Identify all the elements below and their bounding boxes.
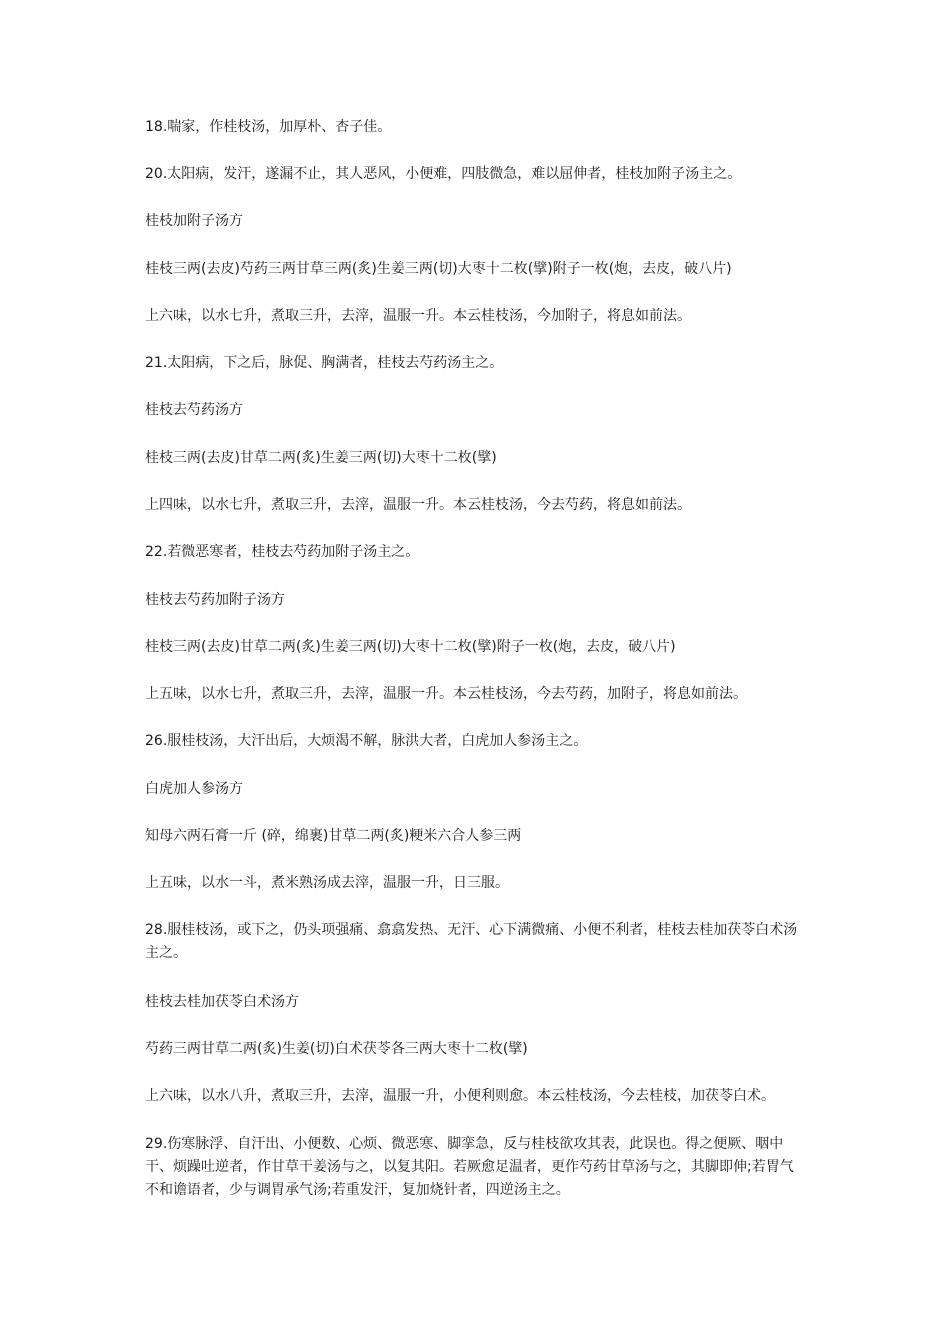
paragraph-22: 22.若微恶寒者，桂枝去芍药加附子汤主之。 <box>145 544 420 560</box>
recipe-title-guizhi-qu-shaoyao: 桂枝去芍药汤方 <box>145 402 243 418</box>
recipe-title-baihu-jia-renshen: 白虎加人参汤方 <box>145 781 243 797</box>
recipe-ingredients-baihu-jia-renshen: 知母六两石膏一斤 (碎，绵裹)甘草二两(炙)粳米六合人参三两 <box>145 828 522 844</box>
recipe-ingredients-guizhi-jia-fuzi: 桂枝三两(去皮)芍药三两甘草三两(炙)生姜三两(切)大枣十二枚(擘)附子一枚(炮，去皮，破八片) <box>145 261 732 277</box>
recipe-method-guizhi-qu-shaoyao: 上四味，以水七升，煮取三升，去滓，温服一升。本云桂枝汤，今去芍药，将息如前法。 <box>145 497 691 513</box>
recipe-title-guizhi-jia-fuzi: 桂枝加附子汤方 <box>145 213 243 229</box>
recipe-ingredients-guizhi-qu-shaoyao-jia-fuzi: 桂枝三两(去皮)甘草二两(炙)生姜三两(切)大枣十二枚(擘)附子一枚(炮，去皮，破八片) <box>145 639 676 655</box>
recipe-method-guizhi-qu-shaoyao-jia-fuzi: 上五味，以水七升，煮取三升，去滓，温服一升。本云桂枝汤，今去芍药，加附子，将息如前法。 <box>145 686 747 702</box>
paragraph-21: 21.太阳病，下之后，脉促、胸满者，桂枝去芍药汤主之。 <box>145 355 504 371</box>
paragraph-26: 26.服桂枝汤，大汗出后，大烦渴不解，脉洪大者，白虎加人参汤主之。 <box>145 733 588 749</box>
recipe-method-guizhi-jia-fuzi: 上六味，以水七升，煮取三升，去滓，温服一升。本云桂枝汤，今加附子，将息如前法。 <box>145 308 691 324</box>
paragraph-20: 20.太阳病，发汗，遂漏不止，其人恶风，小便难，四肢微急，难以屈伸者，桂枝加附子汤主之。 <box>145 166 742 182</box>
paragraph-29: 29.伤寒脉浮、自汗出、小便数、心烦、微恶寒、脚挛急，反与桂枝欲攻其表，此误也。得之便厥、咽中干、烦躁吐逆者，作甘草干姜汤与之，以复其阳。若厥愈足温者，更作芍药甘草汤与之，其脚即伸;若胃气不和谵语者，少与调胃承气汤;若重发汗，复加烧针者，四逆汤主之。 <box>145 1136 794 1198</box>
paragraph-28: 28.服桂枝汤，或下之，仍头项强痛、翕翕发热、无汗、心下满微痛、小便不利者，桂枝去桂加茯苓白术汤主之。 <box>145 922 798 961</box>
recipe-method-baihu-jia-renshen: 上五味，以水一斗，煮米熟汤成去滓，温服一升，日三服。 <box>145 875 509 891</box>
recipe-title-guizhi-qu-shaoyao-jia-fuzi: 桂枝去芍药加附子汤方 <box>145 592 285 608</box>
recipe-title-guizhi-qu-gui-jia-fuling-baizhu: 桂枝去桂加茯苓白术汤方 <box>145 994 299 1010</box>
paragraph-18: 18.喘家，作桂枝汤，加厚朴、杏子佳。 <box>145 119 392 135</box>
recipe-method-guizhi-qu-gui-jia-fuling-baizhu: 上六味，以水八升，煮取三升，去滓，温服一升，小便利则愈。本云桂枝汤，今去桂枝，加茯苓白术。 <box>145 1088 775 1104</box>
recipe-ingredients-guizhi-qu-shaoyao: 桂枝三两(去皮)甘草二两(炙)生姜三两(切)大枣十二枚(擘) <box>145 450 497 466</box>
recipe-ingredients-guizhi-qu-gui-jia-fuling-baizhu: 芍药三两甘草二两(炙)生姜(切)白术茯苓各三两大枣十二枚(擘) <box>145 1041 528 1057</box>
